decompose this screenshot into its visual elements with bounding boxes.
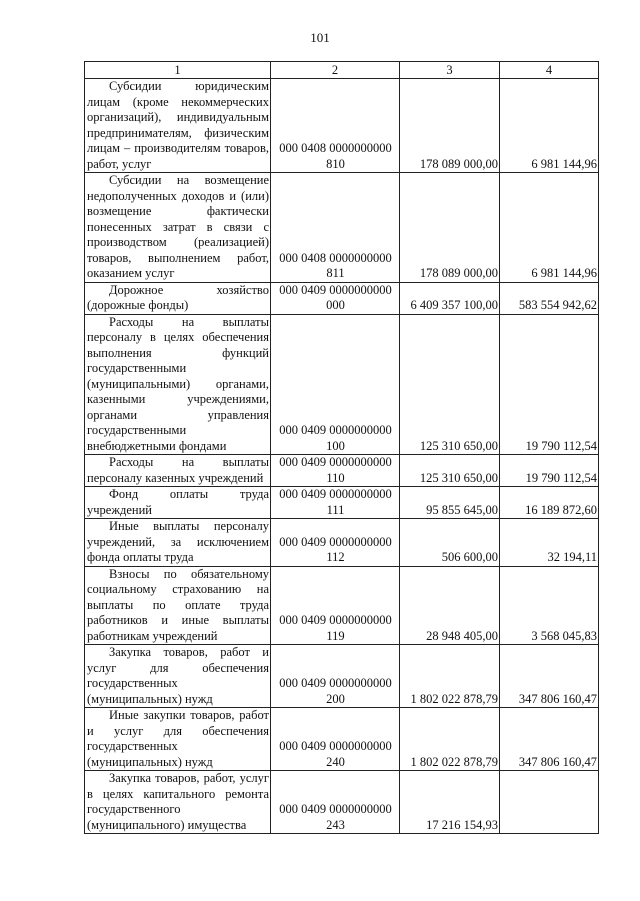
row-code-line: 240 — [326, 754, 345, 769]
row-name-line: Субсидии на возмещение — [109, 173, 269, 187]
row-name-line: работников и иные выплаты — [87, 613, 269, 627]
row-code-cell — [271, 79, 400, 173]
row-name-line: Иные выплаты персоналу — [109, 519, 269, 533]
row-amount-col3: 125 310 650,00 — [400, 455, 500, 487]
row-name-line: (муниципальными) органами, — [87, 376, 269, 391]
row-name-line: производством (реализацией) — [87, 235, 269, 249]
row-code-line: 200 — [326, 691, 345, 706]
row-amount-col4: 3 568 045,83 — [500, 566, 599, 645]
budget-table — [84, 61, 599, 834]
row-name-cell — [85, 455, 271, 487]
row-name-line: (муниципальных) нужд — [87, 691, 213, 706]
row-name-line: внебюджетными фондами — [87, 438, 227, 453]
row-name-cell — [85, 79, 271, 173]
row-name-line: услуг в целях капитального — [87, 771, 269, 801]
row-amount-col4: 347 806 160,47 — [500, 708, 599, 771]
row-code-line: 000 0409 0000000000 — [279, 739, 392, 753]
row-amount-col3: 1 802 022 878,79 — [400, 708, 500, 771]
row-name-line: Закупка товаров, работ и — [109, 645, 269, 659]
row-name-line: социальному страхованию на — [87, 582, 269, 596]
row-name-line: предпринимателям, физическим — [87, 125, 269, 140]
row-name-line: Расходы на выплаты — [109, 314, 269, 329]
row-code-cell — [271, 566, 400, 645]
row-amount-col3: 125 310 650,00 — [400, 314, 500, 455]
row-code-line: 000 0408 0000000000 — [279, 250, 392, 265]
row-code-line: 000 0409 0000000000 — [279, 802, 392, 816]
row-amount-col4: 6 981 144,96 — [500, 173, 599, 283]
row-name-line: фонда оплаты труда — [87, 550, 194, 564]
row-name-line: выплаты по оплате труда — [87, 597, 269, 612]
row-name-line: персоналу в целях обеспечения — [87, 330, 269, 344]
row-name-line: (или) возмещение фактически — [87, 188, 269, 218]
column-header-3: 3 — [400, 62, 500, 79]
row-code-line: 119 — [326, 628, 345, 643]
row-name-line: персоналу казенных учреждений — [87, 470, 264, 485]
row-name-line: учреждений — [87, 502, 152, 517]
row-amount-col4: 19 790 112,54 — [500, 314, 599, 455]
table-row — [85, 708, 599, 771]
table-header-row — [85, 62, 599, 79]
row-name-line: государственными — [87, 361, 187, 375]
table-row — [85, 282, 599, 314]
row-code-line: 000 0409 0000000000 — [279, 487, 392, 501]
column-header-1: 1 — [85, 62, 271, 79]
table-row — [85, 173, 599, 283]
row-name-cell — [85, 282, 271, 314]
row-name-line: товаров, работ, услуг — [87, 141, 269, 171]
row-name-line: Иные закупки товаров, — [109, 708, 235, 722]
table-row — [85, 645, 599, 708]
column-header-4: 4 — [500, 62, 599, 79]
table-row — [85, 487, 599, 519]
row-code-cell — [271, 708, 400, 771]
row-amount-col3: 178 089 000,00 — [400, 79, 500, 173]
row-amount-col3: 178 089 000,00 — [400, 173, 500, 283]
row-name-line: (муниципальных) нужд — [87, 754, 213, 769]
row-code-cell — [271, 645, 400, 708]
table-row — [85, 455, 599, 487]
row-amount-col4: 32 194,11 — [500, 519, 599, 567]
row-code-line: 110 — [326, 470, 345, 485]
row-name-line: Субсидии юридическим — [109, 79, 269, 93]
row-amount-col4 — [500, 771, 599, 834]
row-amount-col4: 16 189 872,60 — [500, 487, 599, 519]
row-code-line: 112 — [326, 550, 345, 564]
row-code-line: 810 — [326, 156, 345, 171]
row-code-line: 000 0409 0000000000 — [279, 282, 392, 297]
row-name-cell — [85, 314, 271, 455]
row-code-line: 100 — [326, 438, 345, 453]
row-name-line: организаций), индивидуальным — [87, 110, 269, 124]
table-row — [85, 519, 599, 567]
table-row — [85, 314, 599, 455]
row-name-line: выполнения функций — [87, 345, 269, 360]
row-code-line: 243 — [326, 817, 345, 832]
row-name-line: (муниципального) имущества — [87, 817, 247, 832]
row-name-line: лицам (кроме некоммерческих — [87, 94, 269, 109]
row-code-cell — [271, 282, 400, 314]
row-code-cell — [271, 487, 400, 519]
row-name-cell — [85, 645, 271, 708]
row-name-line: государственных — [87, 739, 178, 753]
row-code-cell — [271, 314, 400, 455]
row-amount-col3: 506 600,00 — [400, 519, 500, 567]
row-name-line: Расходы на выплаты — [109, 455, 269, 469]
row-name-cell — [85, 487, 271, 519]
row-name-line: работ и услуг для обеспечения — [87, 708, 270, 738]
row-code-line: 000 0409 0000000000 — [279, 455, 392, 469]
row-name-line: Дорожное хозяйство — [109, 282, 269, 297]
page-number: 101 — [310, 30, 330, 45]
row-name-line: учреждений, за исключением — [87, 534, 269, 549]
row-amount-col3: 6 409 357 100,00 — [400, 282, 500, 314]
row-amount-col4: 347 806 160,47 — [500, 645, 599, 708]
row-name-line: (дорожные фонды) — [87, 298, 189, 312]
row-amount-col4: 583 554 942,62 — [500, 282, 599, 314]
row-name-line: ремонта государственного — [87, 786, 269, 816]
row-amount-col3: 28 948 405,00 — [400, 566, 500, 645]
row-code-cell — [271, 771, 400, 834]
row-amount-col4: 19 790 112,54 — [500, 455, 599, 487]
row-name-line: казенными учреждениями, — [87, 392, 269, 406]
row-name-line: государственных — [87, 676, 178, 690]
row-code-cell — [271, 173, 400, 283]
row-name-cell — [85, 771, 271, 834]
row-code-line: 000 0409 0000000000 — [279, 613, 392, 627]
row-name-line: оказанием услуг — [87, 266, 175, 280]
row-name-line: государственными — [87, 423, 187, 437]
row-amount-col3: 17 216 154,93 — [400, 771, 500, 834]
row-name-line: органами управления — [87, 407, 269, 422]
row-code-line: 111 — [326, 502, 345, 517]
row-amount-col4: 6 981 144,96 — [500, 79, 599, 173]
row-name-line: лицам – производителям — [87, 141, 221, 155]
row-name-line: Фонд оплаты труда — [109, 487, 269, 501]
table-row — [85, 566, 599, 645]
row-amount-col3: 95 855 645,00 — [400, 487, 500, 519]
row-amount-col3: 1 802 022 878,79 — [400, 645, 500, 708]
row-name-line: услуг для обеспечения — [87, 660, 269, 675]
row-name-cell — [85, 173, 271, 283]
row-code-line: 000 — [326, 298, 345, 312]
row-name-line: понесенных затрат в связи с — [87, 219, 269, 234]
row-code-line: 000 0409 0000000000 — [279, 423, 392, 437]
row-code-cell — [271, 455, 400, 487]
table-row — [85, 771, 599, 834]
row-name-cell — [85, 708, 271, 771]
row-name-line: Взносы по обязательному — [109, 566, 269, 581]
row-code-line: 811 — [326, 266, 345, 280]
row-name-line: недополученных доходов и — [87, 188, 237, 203]
row-name-cell — [85, 519, 271, 567]
column-header-2: 2 — [271, 62, 400, 79]
row-name-cell — [85, 566, 271, 645]
row-code-line: 000 0409 0000000000 — [279, 676, 392, 690]
row-code-line: 000 0409 0000000000 — [279, 534, 392, 549]
row-name-line: товаров, выполнением работ, — [87, 250, 269, 265]
row-code-line: 000 0408 0000000000 — [279, 141, 392, 155]
row-code-cell — [271, 519, 400, 567]
table-row — [85, 79, 599, 173]
row-name-line: Закупка товаров, работ, — [109, 771, 236, 785]
row-name-line: работникам учреждений — [87, 628, 218, 643]
